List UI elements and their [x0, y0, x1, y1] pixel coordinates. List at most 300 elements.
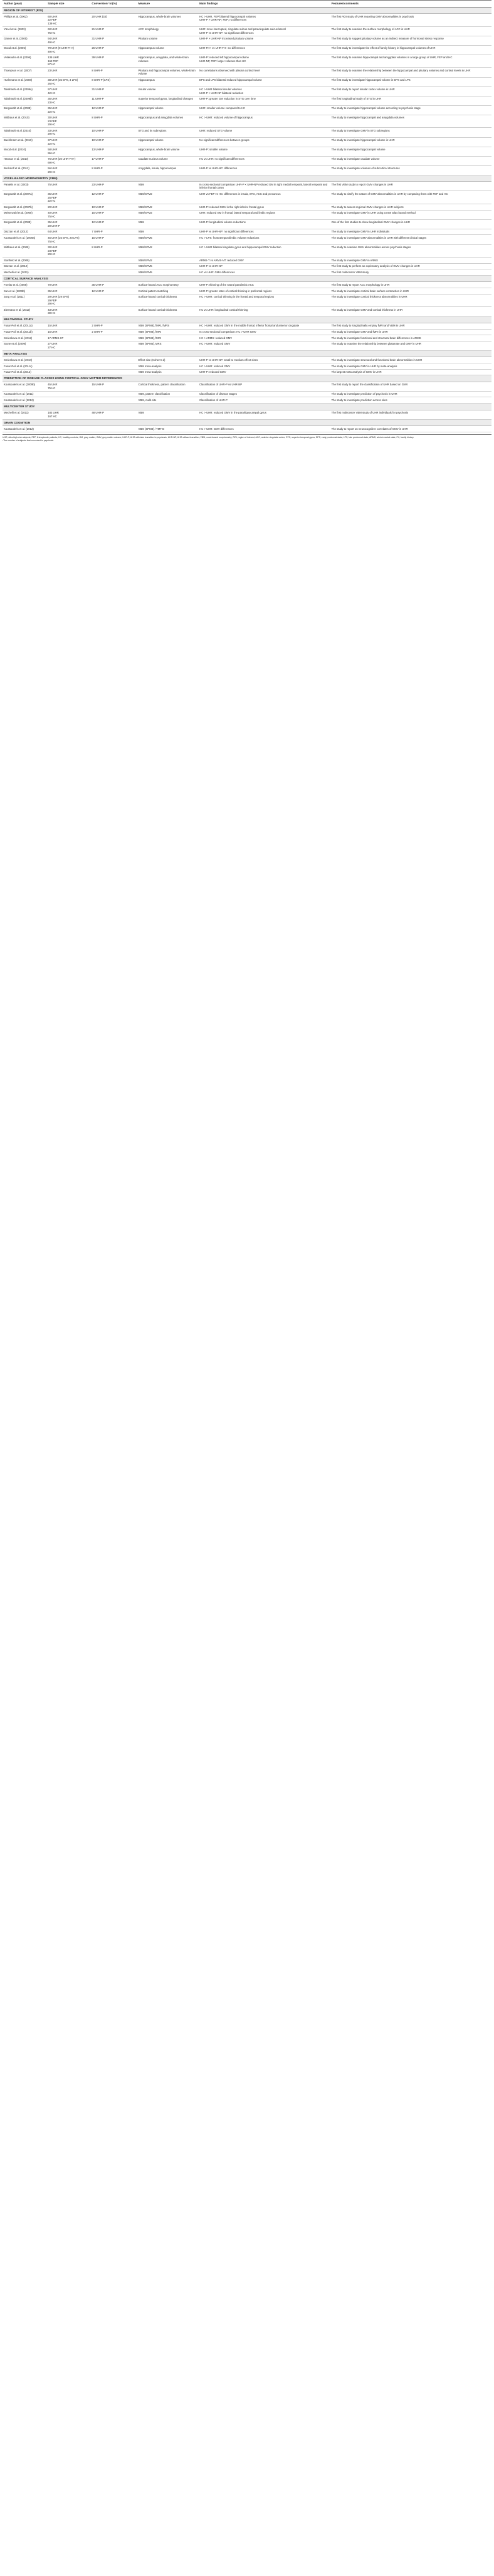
measure-cell: VBM (SPM5), MRS	[137, 341, 198, 350]
measure-cell: Hippocampus, amygdala, and whole-brain volumes	[137, 55, 198, 68]
features-cell: The study to investigate hippocampal volume according to psychosis stage	[330, 105, 491, 115]
measure-cell: Hippocampus volume	[137, 45, 198, 55]
measure-cell: VBM	[137, 229, 198, 235]
main-findings-cell: UHR-P > UHR-NP increased pituitary volume	[198, 36, 330, 45]
conversion-cell: 15 UHR-P	[90, 235, 137, 244]
main-findings-cell: Classification of disease stages	[198, 391, 330, 397]
conversion-cell: 8 UHR-P (LPS)	[90, 77, 137, 86]
conversion-cell: 10 UHR-P	[90, 137, 137, 147]
main-findings-cell: HC > UHR: reduced volume of hippocampus	[198, 115, 330, 128]
measure-cell: Surface-based cortical thickness	[137, 307, 198, 316]
conversion-cell: 12 UHR-P	[90, 191, 137, 204]
features-cell: The study to assess regional GMV changes in UHR subjects	[330, 204, 491, 211]
table-body	[3, 7, 491, 432]
table-row	[3, 55, 491, 68]
table-row	[3, 426, 491, 432]
author-cell: Ziermans et al. (2012)	[3, 307, 46, 316]
section-header-row	[3, 7, 491, 13]
sample-size-cell: 38 UHR (35 EPS, 3 LPS) 26 HC	[46, 77, 90, 86]
column-header-measure: Measure	[137, 1, 198, 8]
sample-size-cell: 15 UHR	[46, 323, 90, 329]
sample-size-cell	[46, 258, 90, 264]
author-cell: Takahashi et al. (2009b)	[3, 96, 46, 105]
measure-cell: Cortical pattern matching	[137, 288, 198, 295]
author-cell: Yücel et al. (2003)	[3, 26, 46, 36]
measure-cell: VBM	[137, 219, 198, 229]
measure-cell: VBM	[137, 410, 198, 419]
conversion-cell: 21 UHR-P	[90, 26, 137, 36]
section-title: CORTICAL SURFACE ANALYSIS	[3, 276, 491, 282]
table-row	[3, 115, 491, 128]
main-findings-cell: UHR: reduced STG volume	[198, 128, 330, 137]
table-row	[3, 210, 491, 219]
conversion-cell: 35 UHR-P	[90, 282, 137, 288]
conversion-cell	[90, 391, 137, 397]
sample-size-cell: 94 UHR 49 HC	[46, 36, 90, 45]
section-title: VOXEL-BASED MORPHOMETRY (VBM)	[3, 175, 491, 181]
conversion-cell	[90, 307, 137, 316]
conversion-cell: 8 UHR-P	[90, 68, 137, 77]
sample-size-cell: 35 UHR 20 UHR-P	[46, 219, 90, 229]
features-cell: The study to investigate cortical thickness abnormalities in UHR	[330, 294, 491, 307]
features-cell: The first study to longitudinally employ fMRI and VBM in UHR	[330, 323, 491, 329]
author-cell: Mechelli et al. (2011)	[3, 410, 46, 419]
author-cell: Borgwardt et al. (2007b)	[3, 204, 46, 211]
measure-cell: VBM/SPM2	[137, 204, 198, 211]
conversion-cell: 23 UHR-P	[90, 182, 137, 191]
table-row	[3, 229, 491, 235]
table-row	[3, 391, 491, 397]
conversion-cell	[90, 369, 137, 375]
author-cell: Dazzan et al. (2012)	[3, 263, 46, 269]
sample-size-cell: 45 UHR (25 EPS, 20 LPS) 75 HC	[46, 235, 90, 244]
table-row	[3, 244, 491, 258]
main-findings-cell: UHR: more interrupted, cingulate sulcus and paracingulate sulcus lateral UHR-P vs UHR-NP: no significant differences	[198, 26, 330, 36]
features-cell: The study to investigate GMV and cortical thickness in UHR	[330, 307, 491, 316]
main-findings-cell: UHR: smaller volume compared to HC	[198, 105, 330, 115]
author-cell: Koutsouleris et al. (2012)	[3, 397, 46, 404]
table-row	[3, 86, 491, 96]
author-cell: Dazzan et al. (2012)	[3, 229, 46, 235]
main-findings-cell: UHR-P: reduced GMV	[198, 369, 330, 375]
conversion-cell	[90, 357, 137, 363]
main-findings-cell: HC > UHR: reduced GMV	[198, 363, 330, 369]
features-cell: The first study to examine the surface morphology of ACC in UHR	[330, 26, 491, 36]
features-cell: The study to investigate hippocampal volume in UHR	[330, 137, 491, 147]
features-cell: The study to investigate prediction of psychosis in UHR	[330, 391, 491, 397]
features-cell: One of the first studies to show longitudinal GMV changes in UHR	[330, 219, 491, 229]
features-cell: The study to investigate structural and functional brain abnormalities in UHR	[330, 357, 491, 363]
author-cell: Stanfield et al. (2009)	[3, 258, 46, 264]
measure-cell: VBM/SPM5	[137, 269, 198, 276]
conversion-cell: 31 UHR-P	[90, 36, 137, 45]
sample-size-cell	[46, 391, 90, 397]
main-findings-cell: HC vs UHR: GMV differences	[198, 269, 330, 276]
table-row	[3, 105, 491, 115]
measure-cell: VBM/SPM2	[137, 210, 198, 219]
table-row	[3, 96, 491, 105]
sample-size-cell: 182 UHR 167 HC	[46, 410, 90, 419]
features-cell: The study to investigate GMV and fMRI in UHR	[330, 329, 491, 335]
table-row	[3, 288, 491, 295]
main-findings-cell: UHR-P: greater GM reduction in STG over time	[198, 96, 330, 105]
conversion-cell: 13 UHR-P	[90, 147, 137, 156]
sample-size-cell	[46, 369, 90, 375]
sample-size-cell: 33 UHR 29 HC	[46, 128, 90, 137]
features-cell: The first ROI study of UHR reporting GMV abnormalities in psychosis	[330, 14, 491, 27]
main-findings-cell: UHR-P: thinning of the rostral paralimbic ACC	[198, 282, 330, 288]
measure-cell: Pituitary and hippocampal volumes, whole-brain volume	[137, 68, 198, 77]
sample-size-cell: 30 UHR 23 FEP 29 HC	[46, 115, 90, 128]
features-cell: The first study to examine the relationship between the hippocampal and pituitary volumes and cortisol levels in UHR	[330, 68, 491, 77]
measure-cell: VBM (SPM8) / TMT-B	[137, 426, 198, 432]
table-row	[3, 329, 491, 335]
author-cell: Borgwardt et al. (2008)	[3, 219, 46, 229]
sample-size-cell: 35 UHR	[46, 288, 90, 295]
author-cell: Koutsouleris et al. (2009b)	[3, 382, 46, 391]
conversion-cell	[90, 294, 137, 307]
sample-size-cell: 97 UHR 42 HC	[46, 86, 90, 96]
sample-size-cell: 23 UHR	[46, 68, 90, 77]
author-cell: Fornito et al. (2008)	[3, 282, 46, 288]
author-cell: Velakoulis et al. (2006)	[3, 55, 46, 68]
main-findings-cell: HC > UHR: cortical thinning in the frontal and temporal regions	[198, 294, 330, 307]
main-findings-cell: UHR-P vs UHR-NP: no significant differences	[198, 229, 330, 235]
author-cell: Fusar-Poli et al. (2012)	[3, 369, 46, 375]
features-cell: The study to investigate GMV in UHR using a new atlas based method	[330, 210, 491, 219]
table-row	[3, 235, 491, 244]
table-row	[3, 68, 491, 77]
measure-cell: Insular volume	[137, 86, 198, 96]
conversion-cell: 11 UHR-P	[90, 96, 137, 105]
conversion-cell: 12 UHR-P	[90, 219, 137, 229]
measure-cell: VBM/SPM2	[137, 244, 198, 258]
sample-size-cell: 60 UHR 75 HC	[46, 26, 90, 36]
conversion-cell	[90, 335, 137, 342]
sample-size-cell: 35 UHR 23 HC	[46, 96, 90, 105]
sample-size-cell: 60 UHR 22 FEP 139 HC	[46, 14, 90, 27]
measure-cell: Hippocampus, whole-brain volumes	[137, 14, 198, 27]
table-row	[3, 294, 491, 307]
features-cell: The study to investigate GMV in UHR by meta-analysis	[330, 363, 491, 369]
sample-size-cell	[46, 363, 90, 369]
author-cell: Borgwardt et al. (2007a)	[3, 191, 46, 204]
sample-size-cell: 64 UHR	[46, 229, 90, 235]
conversion-cell: 10 UHR-P	[90, 204, 137, 211]
measure-cell: Surface-based ACC morphometry	[137, 282, 198, 288]
table-row	[3, 363, 491, 369]
table-row	[3, 137, 491, 147]
author-cell: Hannan et al. (2010)	[3, 156, 46, 165]
table-row	[3, 269, 491, 276]
table-row	[3, 410, 491, 419]
conversion-cell: 2 UHR-P	[90, 329, 137, 335]
author-cell: Garner et al. (2005)	[3, 36, 46, 45]
section-header-row	[3, 276, 491, 282]
features-cell: The first multicentre VBM study	[330, 269, 491, 276]
main-findings-cell: No significant differences between groups	[198, 137, 330, 147]
main-findings-cell: UHR: reduced GM in frontal, lateral temporal and limbic regions	[198, 210, 330, 219]
author-cell: Wood et al. (2010)	[3, 147, 46, 156]
main-findings-cell: HC vs UHR: no significant differences	[198, 156, 330, 165]
sample-size-cell: 70 UHR	[46, 282, 90, 288]
main-findings-cell: HC > UHR: reduced GMV in the parahippocampal gyrus	[198, 410, 330, 419]
measure-cell: ACC morphology	[137, 26, 198, 36]
sample-size-cell	[46, 426, 90, 432]
sample-size-cell: 43 UHR 30 HC	[46, 307, 90, 316]
table-footnotes	[3, 434, 491, 442]
measure-cell: Cortical thickness, pattern classification	[137, 382, 198, 391]
conversion-cell: 39 UHR-P	[90, 55, 137, 68]
author-cell: Takahashi et al. (2009a)	[3, 86, 46, 96]
conversion-cell: 17 UHR-P	[90, 156, 137, 165]
author-cell: Takahashi et al. (2010)	[3, 128, 46, 137]
main-findings-cell: HC > UHR, FEP bilateral hippocampal volumes UHR-P > UHR-NP; FEP; no differences	[198, 14, 330, 27]
main-findings-cell: HC > UHR bilateral insular volumes UHR-P > UHR-NP bilateral reduction	[198, 86, 330, 96]
features-cell: The study to investigate caudate volume	[330, 156, 491, 165]
author-cell: Smieskova et al. (2010)	[3, 357, 46, 363]
table-row	[3, 14, 491, 27]
table-row	[3, 369, 491, 375]
main-findings-cell: UHR-P: smaller volume	[198, 147, 330, 156]
footnote: ¹The number of subjects that converted to psychosis.	[3, 439, 55, 442]
measure-cell: VBM/SPM5	[137, 235, 198, 244]
author-cell: Fusar-Poli et al. (2011c)	[3, 363, 46, 369]
main-findings-cell: EPS and LPS bilateral reduced hippocampal volume	[198, 77, 330, 86]
sample-size-cell: 35 UHR 25 FEP 22 HC	[46, 191, 90, 204]
table-row	[3, 45, 491, 55]
column-header-features: Features/comments	[330, 1, 491, 8]
main-findings-cell: UHR vs FEP vs HC: differences in insula, STG, ACC and precuneus	[198, 191, 330, 204]
main-findings-cell: UHR-P: longitudinal volume reductions	[198, 219, 330, 229]
author-cell: Jung et al. (2011)	[3, 294, 46, 307]
section-header-row	[3, 404, 491, 410]
literature-table	[3, 0, 491, 432]
column-header-conversion: Conversion¹ N (%)	[90, 1, 137, 8]
measure-cell: VBM, multi-site	[137, 397, 198, 404]
measure-cell: VBM, pattern classification	[137, 391, 198, 397]
measure-cell: Hippocampal volume	[137, 137, 198, 147]
conversion-cell: 12 UHR-P	[90, 105, 137, 115]
measure-cell: VBM (SPM8), fMRI	[137, 329, 198, 335]
conversion-cell: 20 UHR (33)	[90, 14, 137, 27]
conversion-cell: 15 UHR-P	[90, 382, 137, 391]
author-cell: Sun et al. (2009b)	[3, 288, 46, 295]
author-cell: Mechelli et al. (2011)	[3, 269, 46, 276]
main-findings-cell: UHR-P: greater rates of cortical thinning in prefrontal regions	[198, 288, 330, 295]
author-cell: Hurlemann et al. (2008)	[3, 77, 46, 86]
conversion-cell: 8 UHR-P	[90, 115, 137, 128]
table-row	[3, 341, 491, 350]
table-row	[3, 156, 491, 165]
measure-cell: Pituitary volume	[137, 36, 198, 45]
conversion-cell	[90, 363, 137, 369]
table-row	[3, 36, 491, 45]
main-findings-cell: HC vs UHR: longitudinal cortical thinning	[198, 307, 330, 316]
features-cell: The first study to report insular cortex volume in UHR	[330, 86, 491, 96]
features-cell: The study to investigate prediction across sites	[330, 397, 491, 404]
features-cell: The first multicentre VBM study of UHR individuals for psychosis	[330, 410, 491, 419]
main-findings-cell: No correlations observed with plasma cortisol level	[198, 68, 330, 77]
measure-cell: VBM/SPM2	[137, 191, 198, 204]
author-cell: Meisenzahl et al. (2008)	[3, 210, 46, 219]
main-findings-cell: UHR-P vs UHR-NP: small to medium effect sizes	[198, 357, 330, 363]
main-findings-cell: HC > UHR: reduced GMV in the middle frontal, inferior frontal and anterior cingulate	[198, 323, 330, 329]
features-cell: The study to investigate hippocampal and amygdala volumes	[330, 115, 491, 128]
features-cell: The first study to report ACC morphology in UHR	[330, 282, 491, 288]
author-cell: Koutsouleris et al. (2009a)	[3, 235, 46, 244]
author-cell: Stone et al. (2009)	[3, 341, 46, 350]
measure-cell: Amygdala, insula, hippocampus	[137, 165, 198, 175]
conversion-cell	[90, 341, 137, 350]
author-cell: Thompson et al. (2007)	[3, 68, 46, 77]
author-cell: Witthaus et al. (2009)	[3, 244, 46, 258]
measure-cell: Superior temporal gyrus, longitudinal changes	[137, 96, 198, 105]
features-cell: The first study to report the classification of UHR based on GMV	[330, 382, 491, 391]
author-cell: Buehlmann et al. (2010)	[3, 137, 46, 147]
section-header-row	[3, 350, 491, 357]
sample-size-cell	[46, 357, 90, 363]
sample-size-cell: 17 ARMS-ST	[46, 335, 90, 342]
conversion-cell: 48 UHR-P	[90, 410, 137, 419]
main-findings-cell: UHR-P: reduced GMV in the right inferior frontal gyrus	[198, 204, 330, 211]
features-cell: The study to report on neurocognitive correlates of GMV in UHR	[330, 426, 491, 432]
features-cell: The first study to perform an exploratory analysis of GMV changes in UHR	[330, 263, 491, 269]
table-row	[3, 307, 491, 316]
section-title: REGION OF INTEREST (ROI)	[3, 7, 491, 13]
section-header-row	[3, 419, 491, 425]
features-cell: The first VBM study to report GMV changes in UHR	[330, 182, 491, 191]
conversion-cell	[90, 258, 137, 264]
sample-size-cell: 35 UHR 22 HC	[46, 105, 90, 115]
conversion-cell: 31 UHR-P	[90, 86, 137, 96]
section-title: META-ANALYSIS	[3, 350, 491, 357]
sample-size-cell: 29 UHR (29 EPS) 29 FEP 29 HC	[46, 294, 90, 307]
author-cell: Bechdolf et al. (2012)	[3, 165, 46, 175]
main-findings-cell: HC > UHR: reduced GMV	[198, 341, 330, 350]
sample-size-cell: 56 UHR 29 HC	[46, 165, 90, 175]
table-row	[3, 282, 491, 288]
main-findings-cell: In cross-sectional comparison UHR-P < UHR-NP reduced GM in right medial temporal, lateral temporal and inferior frontal cortex	[198, 182, 330, 191]
table-row	[3, 204, 491, 211]
author-cell: Koutsouleris et al. (2012)	[3, 426, 46, 432]
main-findings-cell: UHR-P vs UHR-NP	[198, 263, 330, 269]
main-findings-cell: Classification of UHR-P vs UHR-NP	[198, 382, 330, 391]
sample-size-cell: 75 UHR	[46, 182, 90, 191]
author-cell: Pantelis et al. (2003)	[3, 182, 46, 191]
document-page	[3, 0, 491, 442]
table-row	[3, 182, 491, 191]
sample-size-cell: 27 UHR 27 HC	[46, 341, 90, 350]
main-findings-cell: HC > LPS: frontotemporolimbic volume reductions	[198, 235, 330, 244]
main-findings-cell: UHR-P: reduced left hippocampal volume UHR-NP, FEP: larger volumes than HC	[198, 55, 330, 68]
measure-cell: STG and its subregions	[137, 128, 198, 137]
sample-size-cell: 30 UHR 23 FEP 29 HC	[46, 244, 90, 258]
section-title: PREDICTION OF DISEASE CLASSES USING CORTICAL GRAY MATTER DIFFERENCES	[3, 375, 491, 382]
table-row	[3, 397, 491, 404]
author-cell: Wood et al. (2005)	[3, 45, 46, 55]
features-cell: The first study to examine hippocampal and amygdala volumes in a large group of UHR, FEP and HC	[330, 55, 491, 68]
table-row	[3, 357, 491, 363]
measure-cell: VBM	[137, 182, 198, 191]
author-cell: Fusar-Poli et al. (2011b)	[3, 329, 46, 335]
features-cell: The study to investigate GMV in UHR individuals	[330, 229, 491, 235]
sample-size-cell: 79 UHR (9 UHR-FH+) 49 HC	[46, 45, 90, 55]
table-row	[3, 128, 491, 137]
main-findings-cell: HC > ARMS: reduced GMV	[198, 335, 330, 342]
conversion-cell: 8 UHR-P	[90, 165, 137, 175]
measure-cell: Hippocampal volume	[137, 105, 198, 115]
features-cell: The first longitudinal study of STG in UHR	[330, 96, 491, 105]
table-row	[3, 263, 491, 269]
table-row	[3, 77, 491, 86]
measure-cell: Hippocampus, whole-brain volume	[137, 147, 198, 156]
column-header-author: Author (year)	[3, 1, 46, 8]
conversion-cell	[90, 426, 137, 432]
section-header-row	[3, 316, 491, 323]
conversion-cell	[90, 397, 137, 404]
measure-cell: Hippocampus and amygdala volumes	[137, 115, 198, 128]
table-row	[3, 335, 491, 342]
author-cell: Borgwardt et al. (2008)	[3, 105, 46, 115]
main-findings-cell: HC > UHR: GMV differences	[198, 426, 330, 432]
column-header-main-findings: Main findings	[198, 1, 330, 8]
features-cell: The first study to suggest pituitary volume as an indirect measure of hormonal stress response	[330, 36, 491, 45]
features-cell: The first study to investigate the effect of family history in hippocampal volumes of UHR	[330, 45, 491, 55]
features-cell: The study to examine the relationship between glutamate and GMV in UHR	[330, 341, 491, 350]
features-cell: The study to clarify the nature of GMV abnormalities in UHR by comparing them with FEP and HC	[330, 191, 491, 204]
measure-cell: VBM (SPM8), fMRI, fMRS	[137, 323, 198, 329]
sample-size-cell: 58 UHR 95 HC	[46, 147, 90, 156]
conversion-cell: 2 UHR-P	[90, 323, 137, 329]
measure-cell: VBM meta-analysis	[137, 363, 198, 369]
sample-size-cell: 135 UHR 162 FEP 87 HC	[46, 55, 90, 68]
section-header-row	[3, 375, 491, 382]
table-row	[3, 147, 491, 156]
sample-size-cell: 45 UHR 75 HC	[46, 382, 90, 391]
main-findings-cell: UHR-P vs UHR-NP: differences	[198, 165, 330, 175]
conversion-cell: 7 UHR-P	[90, 229, 137, 235]
sample-size-cell: 20 UHR	[46, 204, 90, 211]
conversion-cell	[90, 269, 137, 276]
measure-cell: Surface-based cortical thickness	[137, 294, 198, 307]
sample-size-cell: 76 UHR (20 UHR-FH+) 69 HC	[46, 156, 90, 165]
table-row	[3, 165, 491, 175]
table-header-row	[3, 1, 491, 8]
conversion-cell: 12 UHR-P	[90, 288, 137, 295]
features-cell: The study to investigate functional and structural brain differences in ARMS	[330, 335, 491, 342]
section-title: MULTICENTER STUDY	[3, 404, 491, 410]
main-findings-cell: ARMS-T vs ARMS-NT: reduced GMV	[198, 258, 330, 264]
conversion-cell: 8 UHR-P	[90, 244, 137, 258]
measure-cell: Effect size (Cohen's d)	[137, 357, 198, 363]
main-findings-cell: UHR-FH+ vs UHR-FH-: no differences	[198, 45, 330, 55]
features-cell: The study to investigate hippocampal volume	[330, 147, 491, 156]
features-cell: The study to investigate volumes of subcortical structures	[330, 165, 491, 175]
main-findings-cell: Classification of UHR-P	[198, 397, 330, 404]
table-row	[3, 258, 491, 264]
table-row	[3, 26, 491, 36]
sample-size-cell	[46, 269, 90, 276]
sample-size-cell: 37 UHR 22 HC	[46, 137, 90, 147]
measure-cell: VBM meta-analysis	[137, 369, 198, 375]
measure-cell: VBM/SPM5	[137, 263, 198, 269]
measure-cell: VBM (SPM8), fMRI	[137, 335, 198, 342]
main-findings-cell: In cross-sectional comparison: HC > UHR GMV	[198, 329, 330, 335]
table-row	[3, 191, 491, 204]
author-cell: Phillips et al. (2002)	[3, 14, 46, 27]
sample-size-cell: 40 UHR 75 HC	[46, 210, 90, 219]
